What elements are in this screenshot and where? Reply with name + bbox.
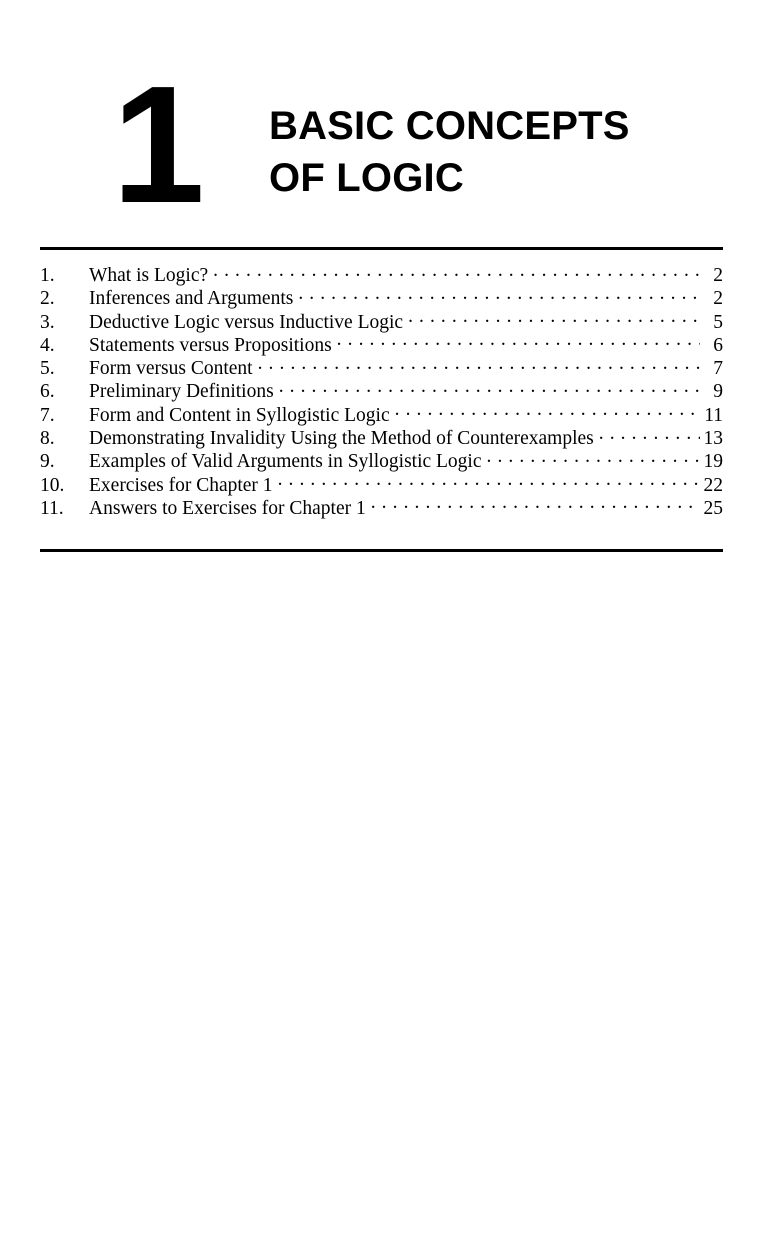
toc-entry[interactable]: [40, 262, 723, 285]
toc-dot-leader: [395, 402, 700, 421]
chapter-header: [0, 52, 765, 238]
toc-entry[interactable]: [40, 355, 723, 378]
toc-entry-page-number: 5: [713, 311, 723, 333]
toc-entry-number: 2.: [40, 288, 55, 310]
toc-entry-page-number: 13: [703, 428, 723, 450]
toc-entry-page-number: 7: [713, 358, 723, 380]
divider-rule-top: [40, 247, 723, 250]
toc-entry-number: 8.: [40, 428, 55, 450]
toc-dot-leader: [408, 309, 700, 328]
toc-dot-leader: [213, 262, 700, 281]
toc-entry[interactable]: [40, 309, 723, 332]
toc-entry-number: 6.: [40, 381, 55, 403]
toc-entry-page-number: 6: [713, 334, 723, 356]
toc-dot-leader: [278, 472, 700, 491]
toc-entry[interactable]: [40, 472, 723, 495]
toc-entry[interactable]: [40, 378, 723, 401]
toc-entry-number: 4.: [40, 334, 55, 356]
toc-entry[interactable]: [40, 402, 723, 425]
toc-entry[interactable]: [40, 448, 723, 471]
toc-entry-title: Inferences and Arguments: [89, 288, 294, 310]
toc-entry-number: 3.: [40, 311, 55, 333]
toc-entry-number: 10.: [40, 474, 65, 496]
divider-rule-bottom: [40, 549, 723, 552]
toc-entry-title: Preliminary Definitions: [89, 381, 274, 403]
toc-entry-page-number: 2: [713, 265, 723, 286]
toc-entry[interactable]: [40, 495, 723, 518]
toc-dot-leader: [487, 448, 700, 467]
toc-entry-page-number: 11: [704, 404, 723, 426]
toc-entry-page-number: 25: [703, 497, 723, 519]
toc-entry-title: Statements versus Propositions: [89, 334, 332, 356]
toc-dot-leader: [298, 285, 700, 304]
chapter-title: [269, 100, 709, 204]
chapter-title-line-1: BASIC CONCEPTS: [269, 104, 630, 148]
toc-entry-title: Form and Content in Syllogistic Logic: [89, 404, 390, 426]
toc-entry-number: 9.: [40, 451, 55, 473]
toc-entry[interactable]: [40, 425, 723, 448]
toc-entry-page-number: 2: [713, 288, 723, 310]
toc-entry-title: Answers to Exercises for Chapter 1: [89, 497, 366, 519]
toc-entry-title: Exercises for Chapter 1: [89, 474, 273, 496]
toc-entry-number: 7.: [40, 404, 55, 426]
toc-entry-title: What is Logic?: [89, 265, 209, 286]
toc-entry-title: Form versus Content: [89, 358, 253, 380]
toc-entry[interactable]: [40, 332, 723, 355]
table-of-contents: [40, 262, 723, 518]
chapter-number: 1: [112, 52, 203, 238]
toc-dot-leader: [371, 495, 700, 514]
toc-entry-page-number: 9: [713, 381, 723, 403]
toc-entry-page-number: 22: [703, 474, 723, 496]
toc-entry[interactable]: [40, 285, 723, 308]
toc-entry-title: Examples of Valid Arguments in Syllogistic Logic: [89, 451, 482, 473]
toc-entry-number: 1.: [40, 265, 55, 286]
toc-entry-page-number: 19: [703, 451, 723, 473]
toc-entry-title: Deductive Logic versus Inductive Logic: [89, 311, 404, 333]
toc-entry-number: 5.: [40, 358, 55, 380]
toc-dot-leader: [258, 355, 700, 374]
toc-dot-leader: [279, 378, 700, 397]
toc-entry-number: 11.: [40, 497, 64, 519]
chapter-title-line-2: OF LOGIC: [269, 156, 464, 200]
toc-dot-leader: [337, 332, 700, 351]
toc-entry-title: Demonstrating Invalidity Using the Method of Counterexamples: [89, 428, 594, 450]
toc-dot-leader: [599, 425, 700, 444]
